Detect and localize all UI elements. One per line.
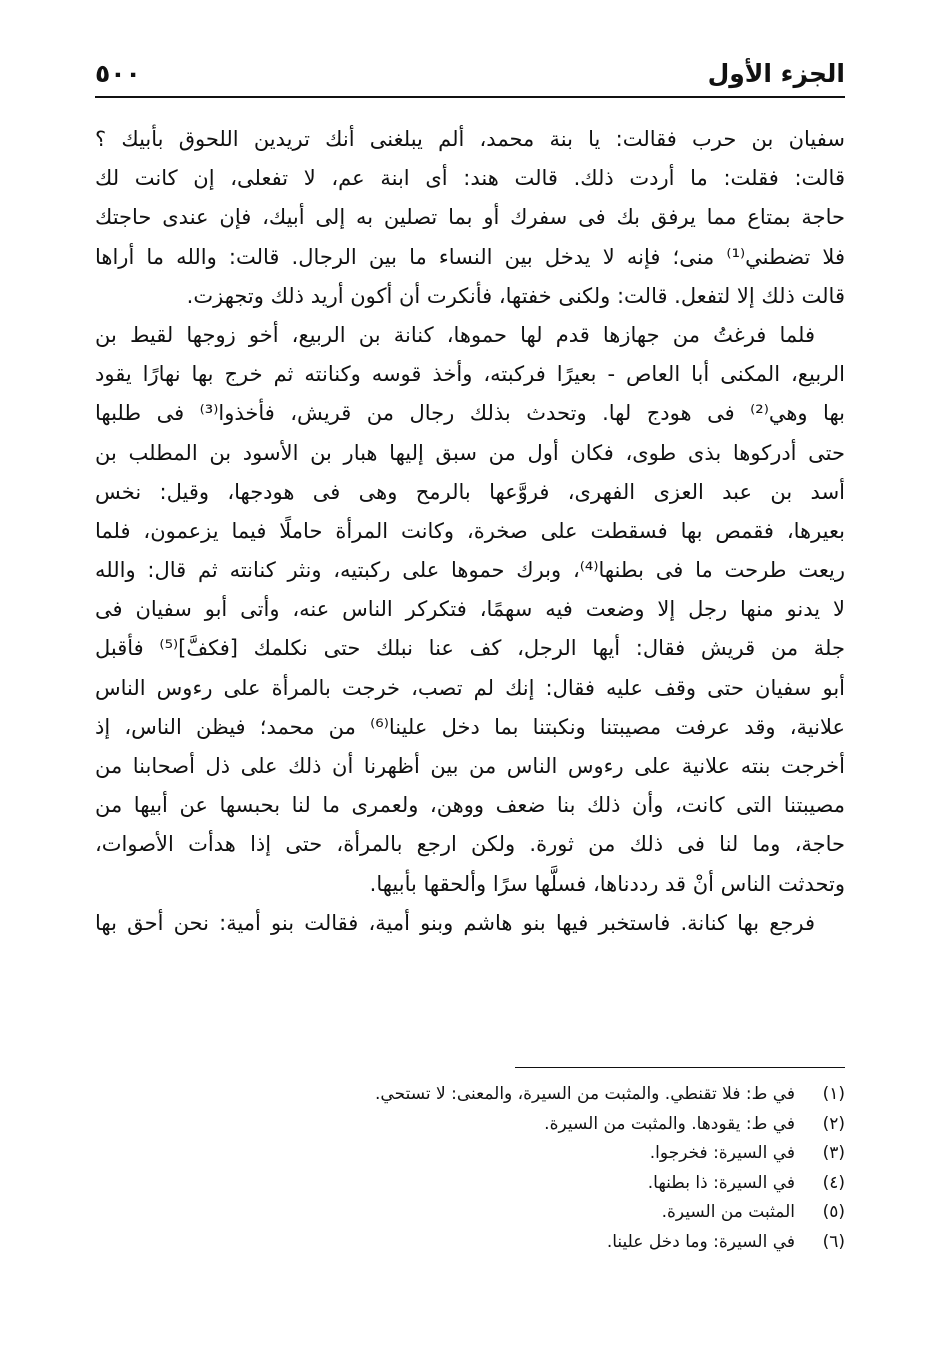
footnote-number: (٥) [822,1202,845,1223]
text-line: حاجة، وما لنا فى ذلك من ثورة. ولكن ارجع بالمرأة، حتى إذا هدأت الأصوات، [95,832,845,857]
footnote [95,1198,845,1228]
footnote-text: في ط: يقودها. والمثبت من السيرة. [544,1113,795,1134]
text-line: أبو سفيان حتى وقف عليه فقال: إنك لم تصب، خرجت بالمرأة على رءوس الناس [95,675,845,700]
text-line: حتى أدركوها بذى طوى، فكان أول من سبق إليها هبار بن الأسود بن المطلب بن [95,440,845,465]
footnote [95,1110,845,1140]
text-line: ريعت طرحت ما فى بطنها⁽⁴⁾، وبرك حموها على ركبتيه، ونثر كنانته ثم قال: والله [95,558,845,583]
footnote-number: (٤) [822,1172,845,1193]
page-number: ٥٠٠ [95,58,141,88]
text-line: علانية، وقد عرفت مصيبتنا ونكبتنا بما دخل علينا⁽⁶⁾ من محمد؛ فيظن الناس، إذ [95,714,845,739]
footnote-number: (٣) [822,1143,845,1164]
footnote [95,1080,845,1110]
running-header [95,52,845,94]
text-line: قالت ذلك إلا لتفعل. قالت: ولكنى خفتها، فأنكرت أن أكون أريد ذلك وتجهزت. [186,283,845,308]
footnote-number: (٦) [822,1231,845,1252]
footnote-number: (٢) [822,1113,845,1134]
footnote-text: في السيرة: وما دخل علينا. [606,1231,795,1252]
footnotes [95,1080,845,1258]
footnote-number: (١) [822,1084,845,1104]
header-rule [95,96,845,98]
footnote-text: في السيرة: فخرجوا. [649,1143,795,1164]
footnote-rule [515,1067,845,1068]
footnote-text: في السيرة: ذا بطنها. [647,1172,795,1193]
text-line: مصيبتنا التى كانت، وأن ذلك بنا ضعف ووهن، ولعمرى ما لنا بحبسها عن أبيها من [95,793,845,818]
text-line: حاجة بمتاع مما يرفق بك فى سفرك أو بما تصلين به إلى أبيك، فإن عندى حاجتك [95,205,845,230]
main-text [95,120,845,943]
text-line: بعيرها، فقمص بها فسقطت على صخرة، وكانت المرأة حاملًا فيما يزعمون، فلما [95,518,845,543]
header-title: الجزء الأول [707,58,845,88]
text-line: الربيع، المكنى أبا العاص - بعيرًا فركبته، وأخذ قوسه وكنانته ثم خرج بها نهارًا يقود [95,362,845,387]
text-line: أخرجت بنته علانية على رءوس الناس من بين أظهرنا أن ذلك على ذل أصحابنا من [95,754,845,778]
text-line: فلما فرغتُ من جهازها قدم لها حموها، كنانة بن الربيع، أخو زوجها لقيط بن [95,322,815,347]
footnote-text: المثبت من السيرة. [661,1202,795,1223]
text-line: أسد بن عبد العزى الفهرى، فروَّعها بالرمح وهى فى هودجها، وقيل: نخس [95,479,845,504]
text-line: جلة من قريش فقال: أيها الرجل، كف عنا نبلك حتى نكلمك [فكفَّ]⁽⁵⁾ فأقبل [95,636,845,661]
text-line: بها وهي⁽²⁾ فى هودج لها. وتحدث بذلك رجال من قريش، فأخذوا⁽³⁾ فى طلبها [95,401,845,426]
text-line: فلا تضطني⁽¹⁾ منى؛ فإنه لا يدخل بين النساء ما بين الرجال. قالت: والله ما أراها [95,244,845,269]
text-line: وتحدثت الناس أنْ قد رددناها، فسلَّها سرًا وألحقها بأبيها. [369,871,845,896]
footnote [95,1169,845,1199]
footnote [95,1139,845,1169]
text-line: قالت: فقلت: ما أردت ذلك. قالت هند: أى ابنة عم، لا تفعلى، إن كانت لك [95,166,845,191]
footnote [95,1228,845,1258]
footnote-text: في ط: فلا تقنطي. والمثبت من السيرة، والمعنى: لا تستحي. [375,1084,795,1104]
text-line: لا يدنو منها رجل إلا وضعت فيه سهمًا، فتكركر الناس عنه، وأتى أبو سفيان فى [95,597,845,622]
text-line: فرجع بها كنانة. فاستخبر فيها بنو هاشم وبنو أمية، فقالت بنو أمية: نحن أحق بها [95,910,815,935]
text-line: سفيان بن حرب فقالت: يا بنة محمد، ألم يبلغنى أنك تريدين اللحوق بأبيك ؟ [95,127,845,151]
